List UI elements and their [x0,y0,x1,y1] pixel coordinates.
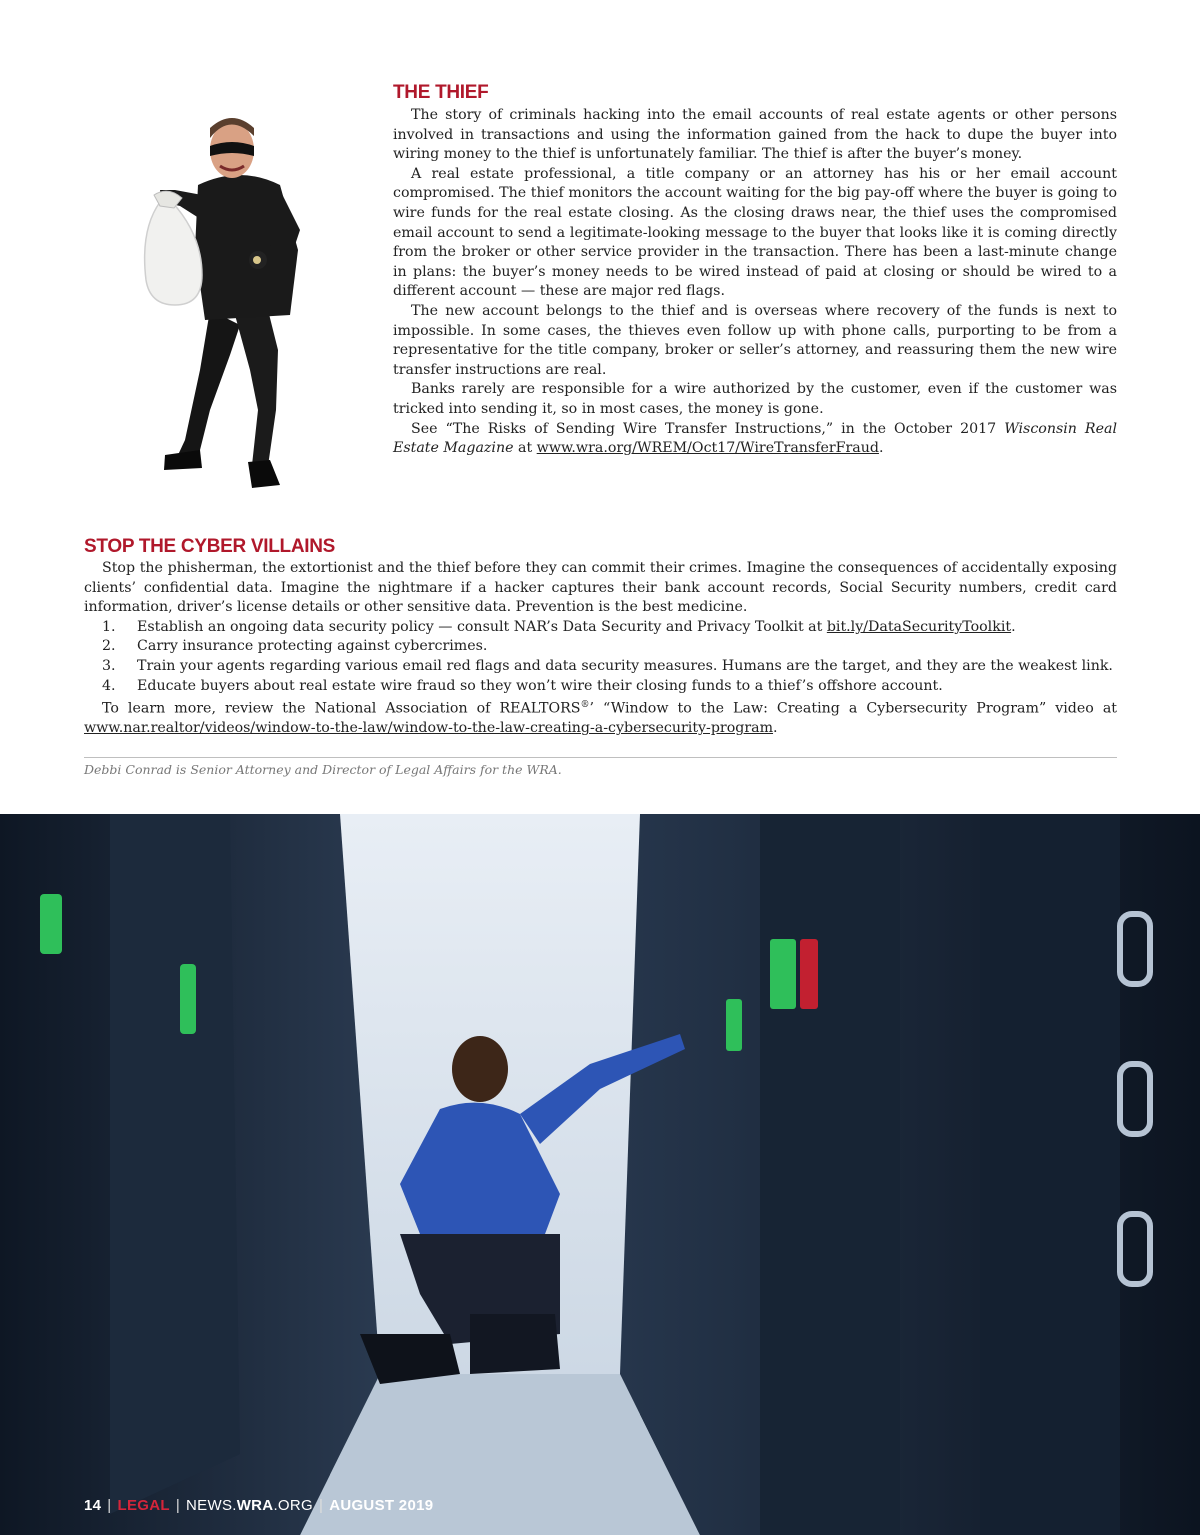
villains-p2-mid: ’ “Window to the Law: Creating a Cybersecurity Program” video at [589,700,1118,717]
thief-paragraph-5 [393,420,1117,459]
footer-site-brand: WRA [236,1497,274,1514]
villains-article [84,559,1117,739]
thief-article [393,106,1117,459]
footer-site-suffix: .ORG [273,1497,313,1514]
list-text: Establish an ongoing data security policy — consult NAR’s Data Security and Privacy Toolkit at [137,618,827,635]
thief-paragraph-2: A real estate professional, a title company or an attorney has his or her email account compromised. The thief monitors the account waiting for the big pay-off where the buyer is going to wire funds for the real estate closing. As the closing draws near, the thief uses the compromised email account to send a legitimate-looking message to the buyer that looks like it is coming directly from the broker or other service provider in the transaction. There has been a last-minute change in plans: the buyer’s money needs to be wired instead of paid at closing or should be wired to a different account — these are major red flags. [393,165,1117,300]
list-item [84,677,1117,697]
list-item [84,637,1117,657]
list-text: Educate buyers about real estate wire fraud so they won’t wire their closing funds to a thief’s offshore account. [137,677,943,694]
list-item-body [137,618,1016,638]
list-number: 4. [102,677,116,694]
wire-fraud-link[interactable]: www.wra.org/WREM/Oct17/WireTransferFraud [536,440,879,457]
list-number: 1. [102,618,116,635]
footer-separator: | [107,1497,112,1514]
list-text: Carry insurance protecting against cybercrimes. [137,638,488,655]
author-byline: Debbi Conrad is Senior Attorney and Director of Legal Affairs for the WRA. [84,762,562,777]
footer-separator: | [319,1497,324,1514]
page-footer [84,1497,433,1514]
toolkit-link[interactable]: bit.ly/DataSecurityToolkit [826,618,1012,635]
divider [84,757,1117,758]
footer-section: LEGAL [117,1497,170,1514]
magazine-title: Wisconsin Real Estate Magazine [393,420,1117,457]
footer-separator: | [175,1497,181,1514]
list-number: 2. [102,638,116,655]
thief-illustration [140,110,340,500]
thief-heading: THE THIEF [393,82,489,103]
datacenter-illustration [0,814,1200,1535]
list-item [84,618,1117,638]
thief-p5-text: See “The Risks of Sending Wire Transfer Instructions,” in the October 2017 [411,420,1005,437]
list-end: . [1011,618,1016,635]
nar-video-link[interactable]: www.nar.realtor/videos/window-to-the-law/window-to-the-law-creating-a-cybersecurity-program [84,720,774,737]
prevention-list [84,618,1117,696]
page-number: 14 [84,1497,102,1514]
thief-p5-end: . [878,440,884,457]
footer-site-prefix: NEWS. [186,1497,237,1514]
list-item [84,657,1117,677]
thief-paragraph-1: The story of criminals hacking into the email accounts of real estate agents or other persons involved in transactions and using the information gained from the hack to dupe the buyer into wiring money to the thief is unfortunately familiar. The thief is after the buyer’s money. [393,107,1117,163]
thief-p5-at: at [513,440,537,457]
datacenter-photo [0,814,1200,1535]
villains-p2-text: To learn more, review the National Association of REALTORS [102,700,581,717]
registered-mark: ® [580,700,590,711]
thief-paragraph-3: The new account belongs to the thief and is overseas where recovery of the funds is next to impossible. In some cases, the thieves even follow up with phone calls, purporting to be from a representative for the title company, broker or seller’s attorney, and reassuring them the new wire transfer instructions are real. [393,302,1117,378]
list-text: Train your agents regarding various email red flags and data security measures. Humans are the target, and they are the weakest link. [137,657,1113,674]
villains-p2-end: . [773,720,778,737]
villains-heading: STOP THE CYBER VILLAINS [84,536,336,557]
list-number: 3. [102,657,116,674]
villains-paragraph-1: Stop the phisherman, the extortionist and the thief before they can commit their crimes. Imagine the consequences of accidentally exposing clients’ confidential data. Imagine the nightmare if a hacker captures their bank account records, Social Security numbers, credit card information, driver’s license details or other sensitive data. Prevention is the best medicine. [84,560,1117,616]
footer-site [186,1497,313,1514]
thief-paragraph-4: Banks rarely are responsible for a wire authorized by the customer, even if the customer was tricked into sending it, so in most cases, the money is gone. [393,381,1117,417]
footer-date: AUGUST 2019 [329,1497,434,1514]
villains-paragraph-2 [84,696,1117,739]
